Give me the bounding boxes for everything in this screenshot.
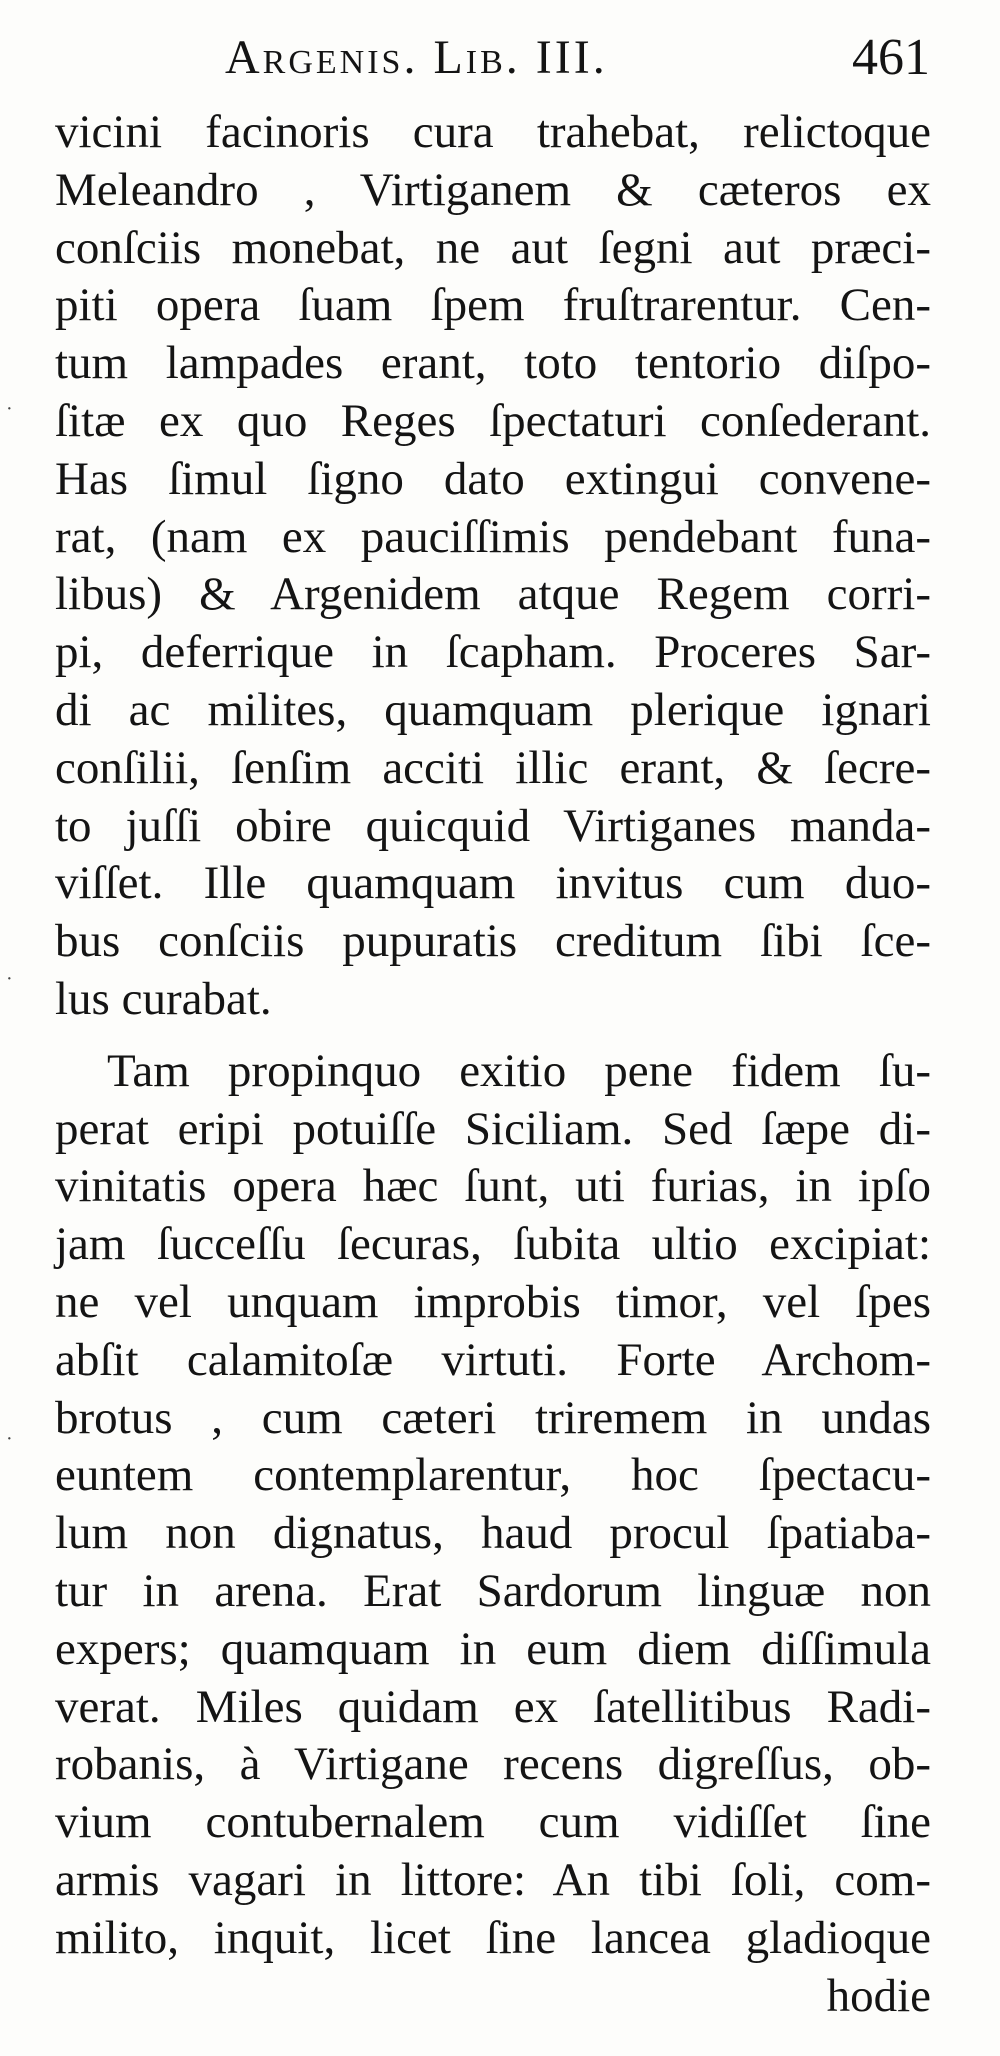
margin-mark: · [6,1428,13,1450]
margin-mark: · [6,968,13,990]
text-line: conſilii, ſenſim acciti illic erant, & ſecre- [55,741,931,794]
text-line: Meleandro , Virtiganem & cæteros ex [55,163,931,216]
text-line: bus conſciis pupuratis creditum ſibi ſce- [55,915,931,968]
text-line: robanis, à Virtigane recens digreſſus, ob- [55,1738,931,1791]
text-line: pi, deferrique in ſcapham. Proceres Sar- [55,626,931,679]
text-line: jam ſucceſſu ſecuras, ſubita ultio excipiat: [55,1218,931,1271]
paragraph-gap [55,1029,931,1043]
text-line: armis vagari in littore: An tibi ſoli, com- [55,1853,931,1906]
page-number: 461 [852,29,930,86]
text-line: ne vel unquam improbis timor, vel ſpes [55,1275,931,1328]
text-line: vium contubernalem cum vidiſſet ſine [55,1796,931,1849]
text-line: conſciis monebat, ne aut ſegni aut præci- [55,221,931,274]
text-line: abſit calamitoſæ virtuti. Forte Archom- [55,1333,931,1386]
text-line: lum non dignatus, haud procul ſpatiaba- [55,1507,931,1560]
text-line: rat, (nam ex pauciſſimis pendebant funa- [55,510,931,563]
text-line: milito, inquit, licet ſine lancea gladioque [55,1911,931,1964]
margin-mark: · [6,398,13,420]
body-text [55,104,931,2025]
running-title: Argenis. Lib. III. [225,31,608,84]
paragraph-2 [55,1043,931,1968]
text-line: lus curabat. [55,972,272,1025]
text-line: vicini facinoris cura trahebat, relictoque [55,106,931,158]
text-line: tum lampades erant, toto tentorio diſpo- [55,337,931,390]
text-line: to juſſi obire quicquid Virtiganes manda- [55,799,931,852]
text-line: Has ſimul ſigno dato extingui convene- [55,452,931,505]
text-line: ſitæ ex quo Reges ſpectaturi conſederant. [55,394,931,447]
catchword: hodie [826,1969,931,2022]
text-line: euntem contemplarentur, hoc ſpectacu- [55,1449,931,1502]
page-header [60,24,940,94]
text-line: perat eripi potuiſſe Siciliam. Sed ſæpe di- [55,1102,931,1155]
text-line: vinitatis opera hæc ſunt, uti furias, in ipſo [55,1160,931,1213]
text-line: viſſet. Ille quamquam invitus cum duo- [55,857,931,910]
paragraph-1 [55,104,931,1029]
text-line: expers; quamquam in eum diem diſſimula [55,1622,931,1675]
text-line: piti opera ſuam ſpem fruſtrarentur. Cen- [55,279,931,332]
text-line: verat. Miles quidam ex ſatellitibus Radi- [55,1680,931,1733]
text-line: brotus , cum cæteri triremem in undas [55,1391,931,1444]
text-line: Tam propinquo exitio pene fidem ſu- [107,1044,931,1097]
text-line: di ac milites, quamquam plerique ignari [55,683,931,736]
text-line: tur in arena. Erat Sardorum linguæ non [55,1564,931,1617]
text-line: libus) & Argenidem atque Regem corri- [55,568,931,621]
